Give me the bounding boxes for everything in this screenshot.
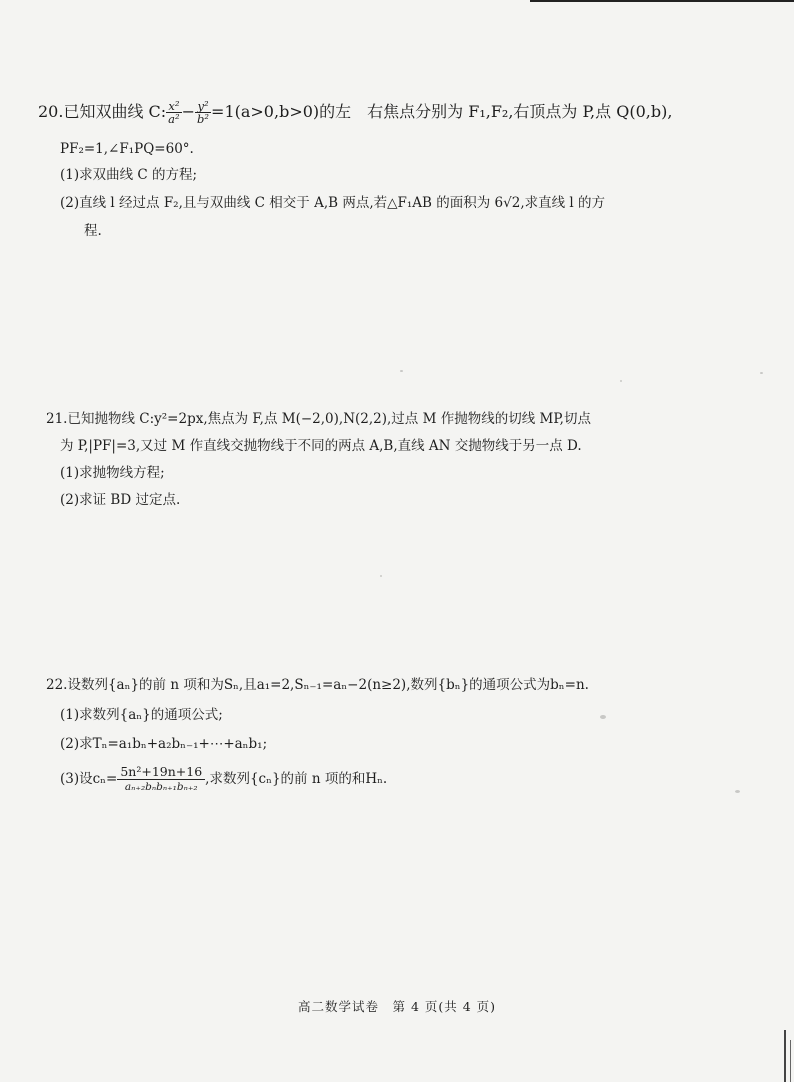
scan-speck — [760, 372, 763, 374]
q20-intro: 20.已知双曲线 C: — [38, 102, 167, 121]
q20-frac-x-den: a² — [168, 112, 180, 126]
q20-part-2-cont: 程. — [84, 223, 102, 239]
q20-frac-y-num: y² — [195, 100, 211, 113]
q21-line-1: 21.已知抛物线 C:y²=2px,焦点为 F,点 M(−2,0),N(2,2),过点 M 作抛物线的切线 MP,切点 — [46, 411, 591, 427]
q20-eq-rest: =1(a>0,b>0)的左 右焦点分别为 F₁,F₂,右顶点为 P,点 Q(0,b), — [211, 102, 673, 121]
page-footer: 高二数学试卷 第 4 页(共 4 页) — [297, 999, 497, 1014]
q20-fraction-y — [195, 100, 211, 125]
q21-part-1: (1)求抛物线方程; — [60, 465, 165, 481]
scan-speck — [620, 380, 622, 382]
q22-part-3 — [60, 764, 387, 795]
q20-minus: − — [181, 102, 196, 121]
scan-speck — [735, 790, 740, 793]
q22-formula-fraction — [117, 764, 205, 795]
q20-part-2: (2)直线 l 经过点 F₂,且与双曲线 C 相交于 A,B 两点,若△F₁AB 的面积为 6√2,求直线 l 的方 — [60, 195, 606, 211]
q22-part-2: (2)求Tₙ=a₁bₙ+a₂bₙ₋₁+⋯+aₙb₁; — [60, 736, 268, 752]
q22-part-3-suffix: ,求数列{cₙ}的前 n 项的和Hₙ. — [205, 771, 388, 787]
q20-part-1: (1)求双曲线 C 的方程; — [60, 167, 198, 183]
q22-formula-num: 5n²+19n+16 — [117, 764, 205, 780]
scan-speck — [600, 715, 606, 719]
q20-line-2: PF₂=1,∠F₁PQ=60°. — [60, 141, 194, 157]
q22-part-1: (1)求数列{aₙ}的通项公式; — [60, 707, 223, 723]
scan-artifact-edge-2 — [790, 1040, 791, 1082]
scan-artifact-edge — [784, 1030, 786, 1082]
q20-fraction-x — [166, 100, 181, 125]
scan-speck — [400, 370, 403, 372]
q22-formula-den: aₙ₊₂bₙbₙ₊₁bₙ₊₂ — [124, 781, 198, 793]
q20-line-1 — [38, 100, 672, 125]
scan-speck — [380, 575, 382, 577]
scan-artifact-top-line — [530, 0, 794, 2]
q22-line-1: 22.设数列{aₙ}的前 n 项和为Sₙ,且a₁=2,Sₙ₋₁=aₙ−2(n≥2),数列{bₙ}的通项公式为bₙ=n. — [46, 677, 589, 693]
q21-line-2: 为 P,|PF|=3,又过 M 作直线交抛物线于不同的两点 A,B,直线 AN 交抛物线于另一点 D. — [60, 438, 582, 454]
q21-part-2: (2)求证 BD 过定点. — [60, 492, 181, 508]
q22-part-3-prefix: (3)设cₙ= — [60, 771, 118, 787]
q20-frac-x-num: x² — [166, 100, 181, 113]
q20-frac-y-den: b² — [197, 112, 210, 126]
